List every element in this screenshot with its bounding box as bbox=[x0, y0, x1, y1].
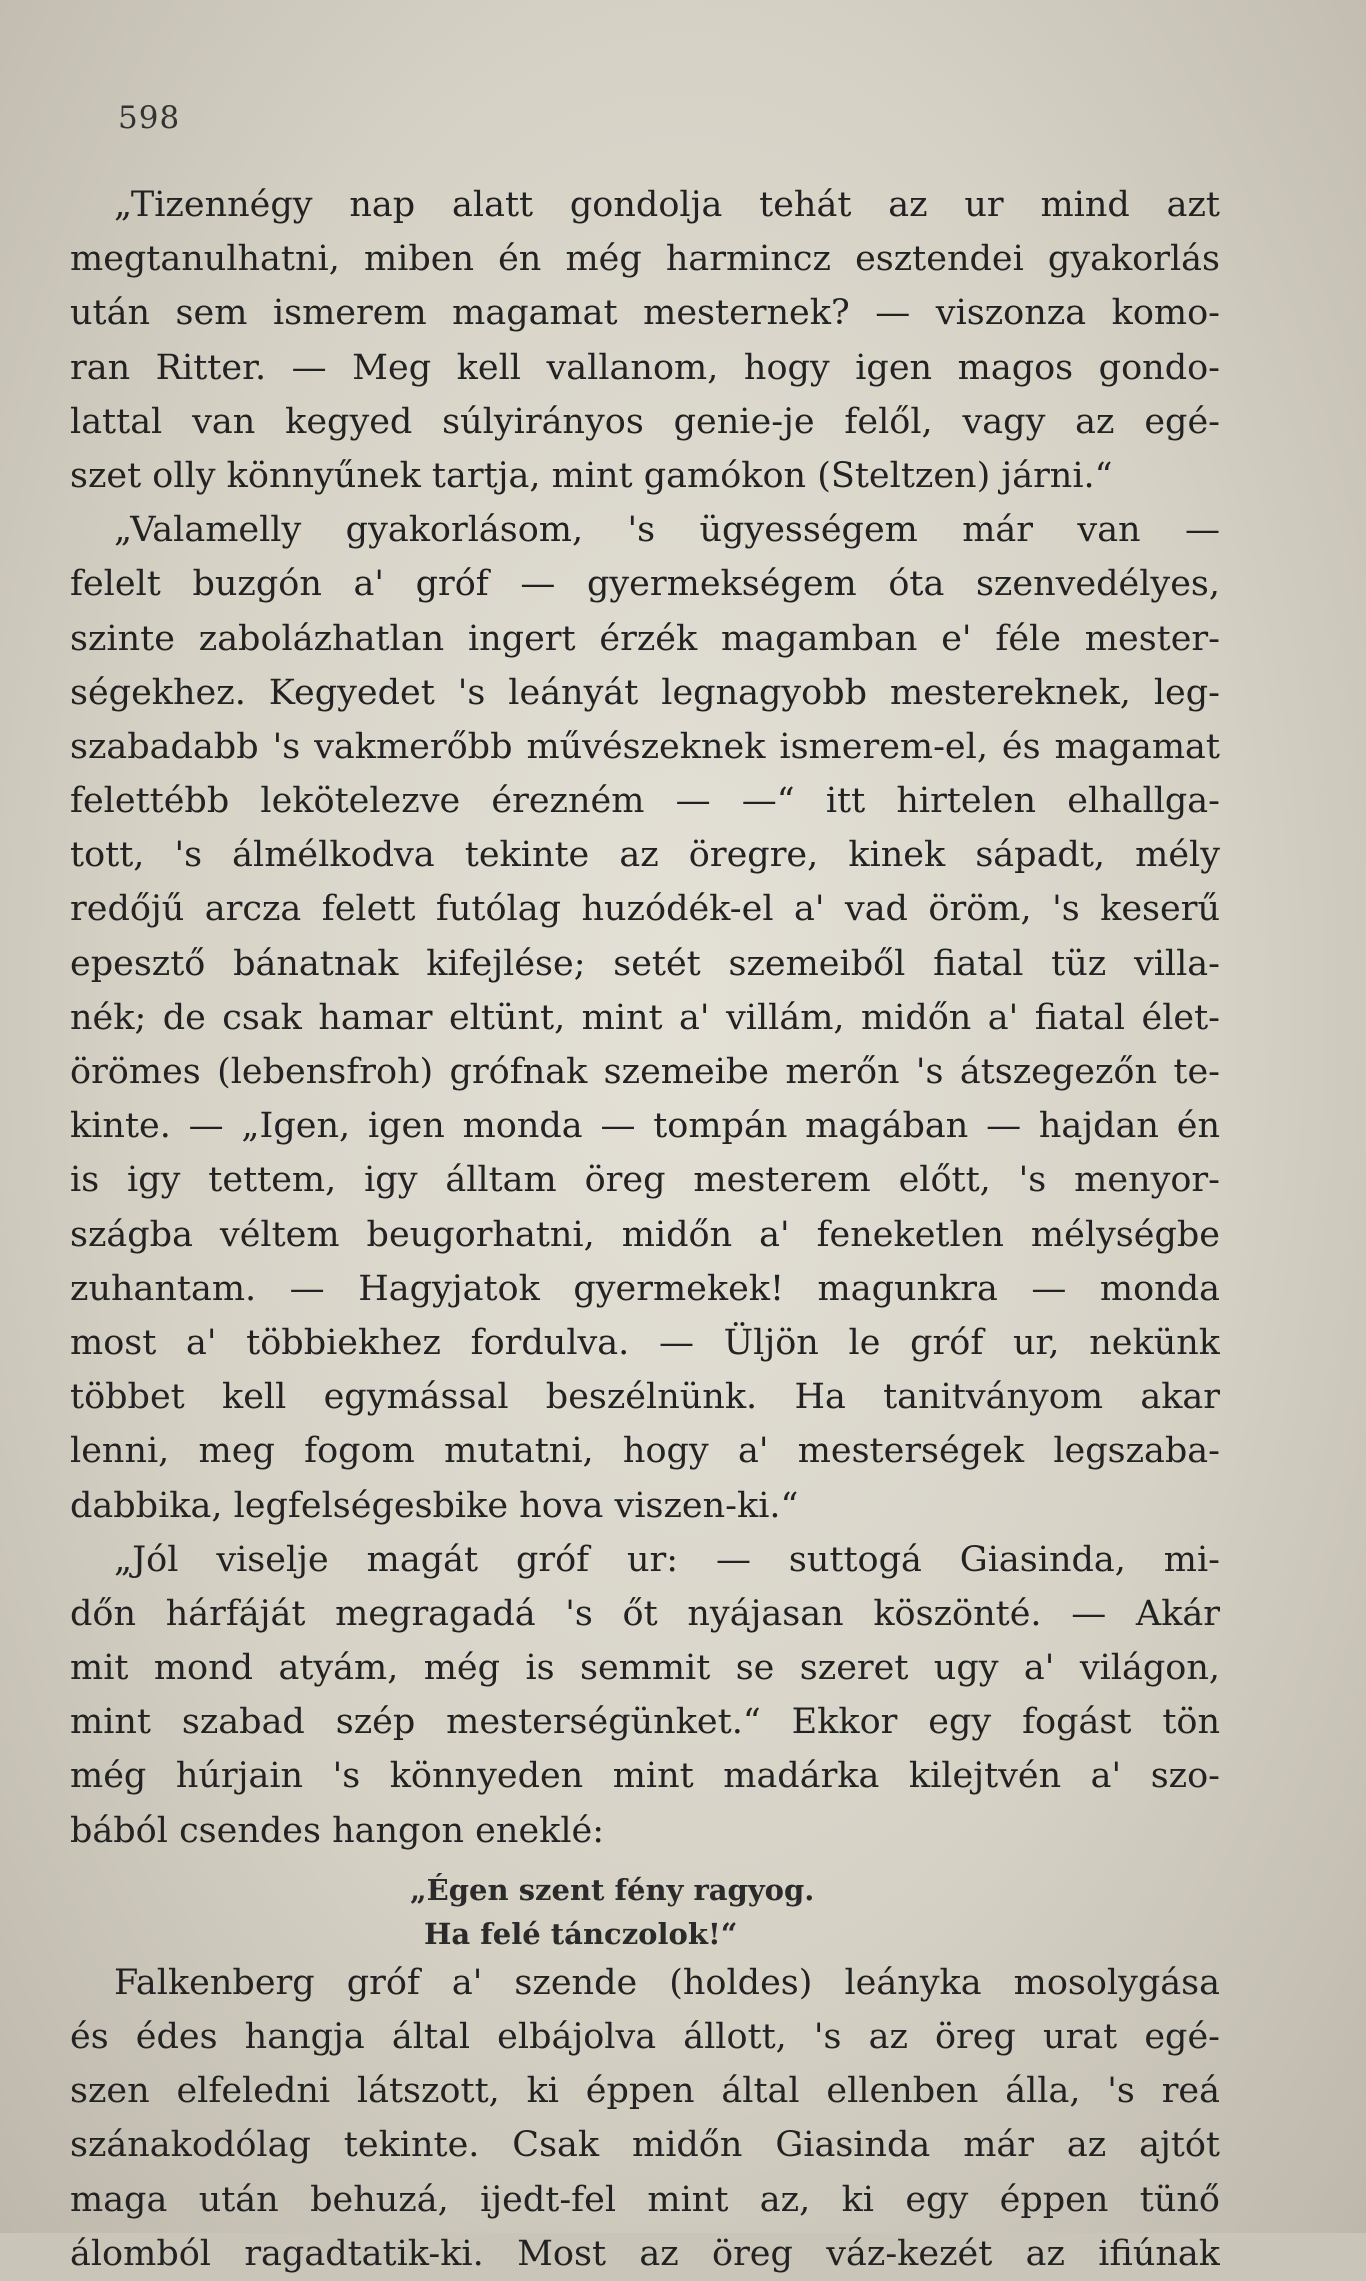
text-line: „Tizennégy nap alatt gondolja tehát az ur mind azt bbox=[114, 185, 1220, 225]
text-line: epesztő bánatnak kifejlése; setét szemeiből fiatal tüz villa- bbox=[70, 943, 1220, 984]
text-line: szánakodólag tekinte. Csak midőn Giasinda már az ajtót bbox=[70, 2125, 1220, 2166]
text-line: most a' többiekhez fordulva. — Üljön le gróf ur, nekünk bbox=[70, 1322, 1220, 1363]
body-text bbox=[70, 178, 1220, 2281]
text-line: lenni, meg fogom mutatni, hogy a' mesterségek legszaba- bbox=[70, 1431, 1220, 1472]
text-line: álomból ragadtatik-ki. Most az öreg váz-kezét az ifiúnak bbox=[70, 2233, 1220, 2274]
text-line: dőn hárfáját megragadá 's őt nyájasan köszönté. — Akár bbox=[70, 1593, 1220, 1634]
text-line: után sem ismerem magamat mesternek? — viszonza komo- bbox=[70, 293, 1220, 334]
text-line: többet kell egymással beszélnünk. Ha tanitványom akar bbox=[70, 1377, 1220, 1418]
verse-line: Ha felé tánczolok!“ bbox=[424, 1916, 738, 1951]
text-line: szinte zabolázhatlan ingert érzék magamban e' féle mester- bbox=[70, 618, 1220, 659]
text-line: is igy tettem, igy álltam öreg mesterem előtt, 's menyor- bbox=[70, 1160, 1220, 1201]
text-line: szen elfeledni látszott, ki éppen által ellenben álla, 's reá bbox=[70, 2071, 1220, 2112]
verse-line: „Égen szent fény ragyog. bbox=[410, 1872, 815, 1907]
text-line: dabbika, legfelségesbike hova viszen-ki.“ bbox=[70, 1485, 799, 1526]
text-line: ran Ritter. — Meg kell vallanom, hogy igen magos gondo- bbox=[70, 347, 1220, 388]
text-line: zuhantam. — Hagyjatok gyermekek! magunkra — monda bbox=[70, 1268, 1220, 1309]
verse-gap bbox=[70, 1858, 1220, 1868]
text-line: Falkenberg gróf a' szende (holdes) leányka mosolygása bbox=[114, 1962, 1220, 2003]
text-line: szágba véltem beugorhatni, midőn a' feneketlen mélységbe bbox=[70, 1214, 1220, 1255]
text-line: maga után behuzá, ijedt-fel mint az, ki egy éppen tünő bbox=[70, 2179, 1220, 2220]
text-line: tott, 's álmélkodva tekinte az öregre, kinek sápadt, mély bbox=[70, 835, 1220, 876]
text-line: felelt buzgón a' gróf — gyermekségem óta szenvedélyes, bbox=[70, 564, 1220, 605]
text-line: még húrjain 's könnyeden mint madárka kilejtvén a' szo- bbox=[70, 1756, 1220, 1797]
text-line: szabadabb 's vakmerőbb művészeknek ismerem-el, és magamat bbox=[70, 726, 1220, 767]
text-line: szet olly könnyűnek tartja, mint gamókon (Steltzen) járni.“ bbox=[70, 455, 1113, 496]
text-line: és édes hangja által elbájolva állott, 's az öreg urat egé- bbox=[70, 2017, 1220, 2057]
text-line: bából csendes hangon eneklé: bbox=[70, 1810, 605, 1851]
text-line: megtanulhatni, miben én még harmincz esztendei gyakorlás bbox=[70, 239, 1220, 280]
text-line: redőjű arcza felett futólag huzódék-el a' vad öröm, 's keserű bbox=[70, 889, 1220, 930]
text-line: „Valamelly gyakorlásom, 's ügyességem már van — bbox=[114, 510, 1220, 551]
text-line: ségekhez. Kegyedet 's leányát legnagyobb mestereknek, leg- bbox=[70, 672, 1220, 713]
text-line: mit mond atyám, még is semmit se szeret ugy a' világon, bbox=[70, 1648, 1220, 1689]
page-number: 598 bbox=[118, 100, 181, 136]
text-line: örömes (lebensfroh) grófnak szemeibe merőn 's átszegezőn te- bbox=[70, 1052, 1220, 1092]
text-line: mint szabad szép mesterségünket.“ Ekkor egy fogást tön bbox=[70, 1702, 1220, 1743]
text-line: kinte. — „Igen, igen monda — tompán magában — hajdan én bbox=[70, 1106, 1220, 1147]
text-line: nék; de csak hamar eltünt, mint a' villám, midőn a' fiatal élet- bbox=[70, 997, 1220, 1038]
text-line: „Jól viselje magát gróf ur: — suttogá Giasinda, mi- bbox=[114, 1539, 1220, 1580]
text-line: felettébb lekötelezve érezném — —“ itt hirtelen elhallga- bbox=[70, 781, 1220, 822]
text-line: lattal van kegyed súlyirányos genie-je felől, vagy az egé- bbox=[70, 401, 1220, 442]
